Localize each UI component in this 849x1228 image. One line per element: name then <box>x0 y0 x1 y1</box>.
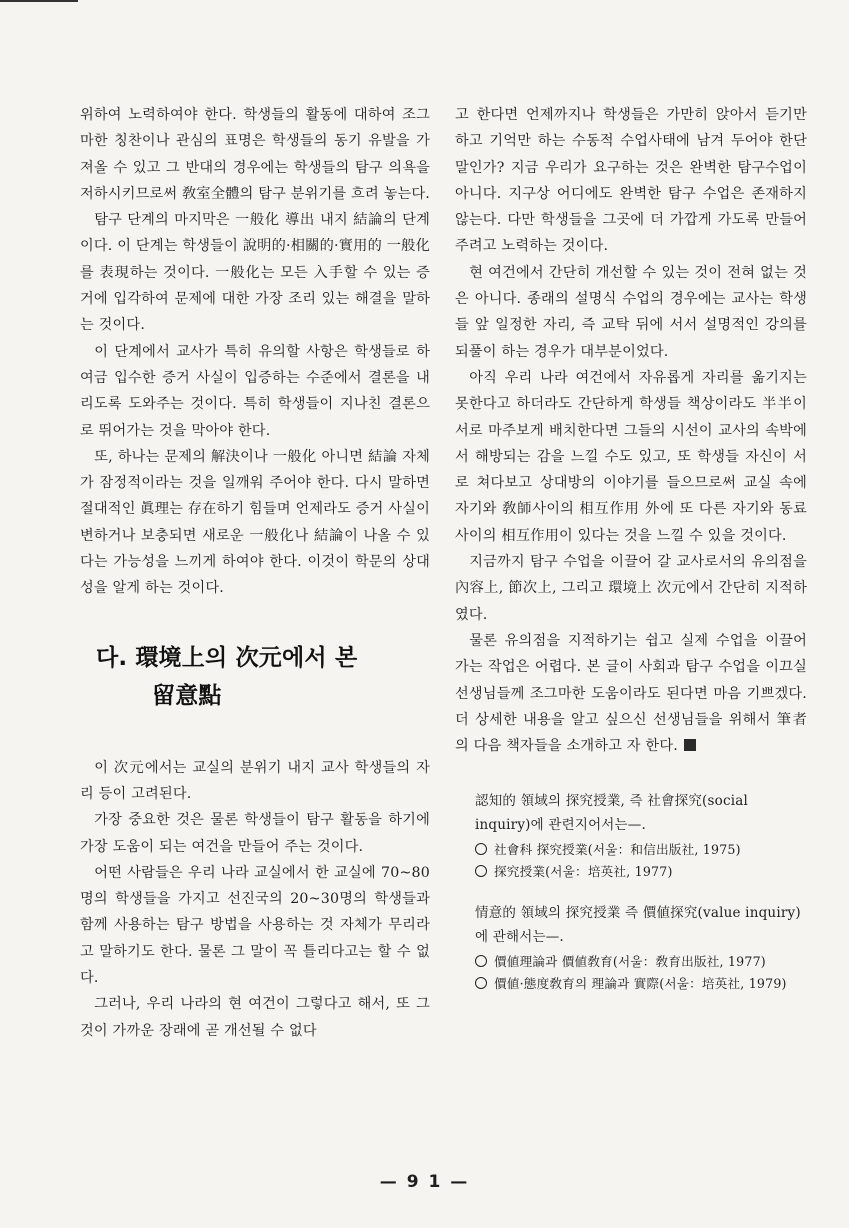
reference-group <box>475 901 807 995</box>
section-heading <box>96 639 430 715</box>
paragraph: 탐구 단계의 마지막은 一般化 導出 내지 結論의 단계이다. 이 단계는 학생들이 說明的·相關的·實用的 一般化를 表現하는 것이다. 一般化는 모든 入手할 수 있는 증거에 입각하여 문제에 대한 가장 조리 있는 해결을 말하는 것이다. <box>80 212 430 334</box>
circle-bullet-icon <box>475 955 487 967</box>
page-number: — 9 1 — <box>379 1172 470 1192</box>
reference-list <box>455 789 807 995</box>
right-column <box>455 102 807 1013</box>
paragraph: 가장 중요한 것은 물론 학생들이 탐구 활동을 하기에 가장 도움이 되는 여건을 만들어 주는 것이다. <box>80 812 430 855</box>
circle-bullet-icon <box>475 865 487 877</box>
reference-item-text: 價値理論과 價値敎育(서울：敎育出版社, 1977) <box>494 954 766 970</box>
paragraph: 어떤 사람들은 우리 나라 교실에서 한 교실에 70~80명의 학생들을 가지고 선진국의 20~30명의 학생들과 함께 사용하는 탐구 방법을 사용하는 것 자체가 무리라고 말하기도 한다. 물론 그 말이 꼭 틀리다고는 할 수 없다. <box>80 864 430 987</box>
left-column <box>80 102 430 1044</box>
reference-item <box>475 973 807 995</box>
circle-bullet-icon <box>475 977 487 989</box>
paragraph: 그러나, 우리 나라의 현 여건이 그렇다고 해서, 또 그것이 가까운 장래에 곧 개선될 수 없다 <box>80 996 430 1039</box>
reference-items <box>475 839 807 883</box>
paragraph: 위하여 노력하여야 한다. 학생들의 활동에 대하여 조그마한 칭찬이나 관심의 표명은 학생들의 동기 유발을 가져올 수 있고 그 반대의 경우에는 학생들의 탐구 의욕을 저하시키므로써 敎室全體의 탐구 분위기를 흐려 놓는다. <box>80 107 431 202</box>
reference-item-text: 探究授業(서울：培英社, 1977) <box>494 864 673 880</box>
paragraph: 또, 하나는 문제의 解決이나 一般化 아니면 結論 자체가 잠정적이라는 것을 일깨워 주어야 한다. 다시 말하면 절대적인 眞理는 存在하기 힘들며 언제라도 증거 사실이 변하거나 보충되면 새로운 一般化나 結論이 나올 수 있다는 가능성을 느끼게 하여야 한다. 이것이 학문의 상대성을 알게 하는 것이다. <box>80 448 431 597</box>
paragraph: 이 次元에서는 교실의 분위기 내지 교사 학생들의 자리 등이 고려된다. <box>80 759 430 802</box>
circle-bullet-icon <box>475 843 487 855</box>
closing-paragraph-text: 물론 유의점을 지적하기는 쉽고 실제 수업을 이끌어 가는 작업은 어렵다. 본 글이 사회과 탐구 수업을 이끄실 선생님들께 조그마한 도움이라도 된다면 마음 기쁘겠다. 더 상세한 내용을 알고 싶으신 선생님들을 위해서 筆者의 다음 책자들을 소개하고 자 한다. <box>455 632 807 755</box>
end-mark-icon <box>684 739 696 751</box>
paragraph: 고 한다면 언제까지나 학생들은 가만히 앉아서 듣기만 하고 기억만 하는 수동적 수업사태에 남겨 두어야 한단 말인가? 지금 우리가 요구하는 것은 완벽한 탐구수업이 아니다. 지구상 어디에도 완벽한 탐구 수업은 존재하지 않는다. 다만 학생들을 그곳에 더 가깝게 가도록 만들어 주려고 노력하는 것이다. <box>455 107 807 255</box>
section-heading-line2: 留意點 <box>152 682 222 709</box>
reference-group <box>475 789 807 883</box>
reference-group-heading: 情意的 領域의 探究授業 즉 價値探究(value inquiry)에 관해서는—. <box>475 905 801 946</box>
reference-item-text: 價値·態度敎育의 理論과 實際(서울：培英社, 1979) <box>494 976 787 992</box>
paragraph: 아직 우리 나라 여건에서 자유롭게 자리를 옮기지는 못한다고 하더라도 간단하게 학생들 책상이라도 半半이 서로 마주보게 배치한다면 그들의 시선이 교사의 속박에서 해방되는 감을 느낄 수도 있고, 또 학생들 자신이 서로 쳐다보고 상대방의 이야기를 들으므로써 교실 속에 자기와 敎師사이의 相互作用 外에 또 다른 자기와 동료사이의 相互作用이 있다는 것을 느낄 수 있을 것이다. <box>455 369 807 544</box>
paragraph: 이 단계에서 교사가 특히 유의할 사항은 학생들로 하여금 입수한 증거 사실이 입증하는 수준에서 결론을 내리도록 도와주는 것이다. 특히 학생들이 지나친 결론으로 뛰어가는 것을 막아야 한다. <box>80 343 430 439</box>
section-marker: 다. <box>96 644 128 671</box>
reference-item-text: 社會科 探究授業(서울：和信出版社, 1975) <box>494 842 741 858</box>
reference-group-heading: 認知的 領域의 探究授業, 즉 社會探究(social inquiry)에 관련지어서는—. <box>475 793 749 834</box>
reference-items <box>475 951 807 995</box>
paragraph: 현 여건에서 간단히 개선할 수 있는 것이 전혀 없는 것은 아니다. 종래의 설명식 수업의 경우에는 교사는 학생들 앞 일정한 자리, 즉 교탁 뒤에 서서 설명적인 강의를 되풀이 하는 경우가 대부분이었다. <box>455 264 807 360</box>
closing-paragraph <box>455 628 807 759</box>
top-rule <box>0 0 78 2</box>
paragraph: 지금까지 탐구 수업을 이끌어 갈 교사로서의 유의점을 內容上, 節次上, 그리고 環境上 次元에서 간단히 지적하였다. <box>455 554 807 623</box>
reference-item <box>475 861 807 883</box>
section-heading-line1: 環境上의 次元에서 본 <box>135 644 358 671</box>
reference-item <box>475 951 807 973</box>
reference-item <box>475 839 807 861</box>
